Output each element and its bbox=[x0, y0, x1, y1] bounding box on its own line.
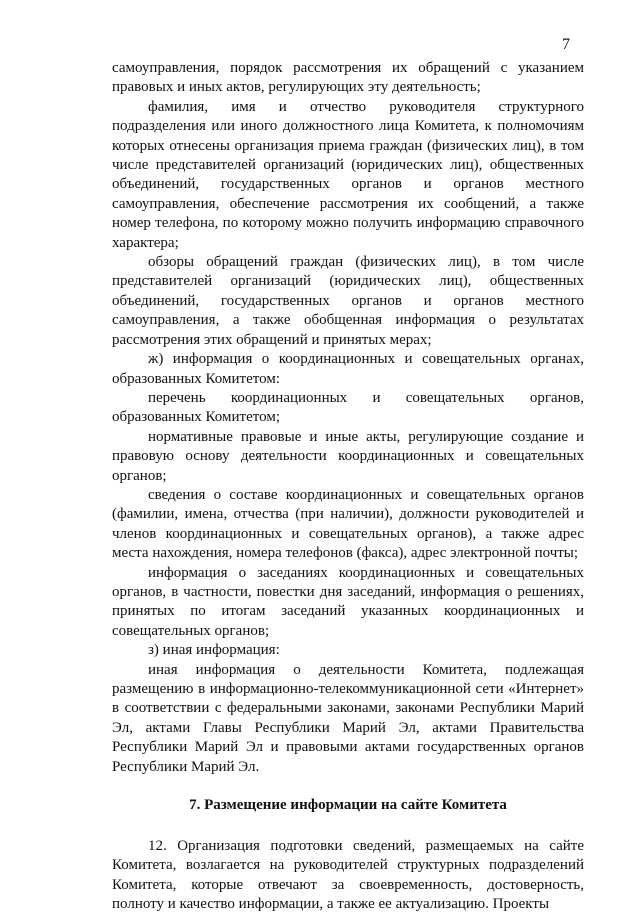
document-body bbox=[112, 59, 584, 915]
paragraph: з) иная информация: bbox=[148, 642, 280, 659]
paragraph: иная информация о деятельности Комитета, подлежащая размещению в информационно-телекоммуникационной сети «Интернет» в соответствии с федеральными законами, законами Республики Марий Эл, актами Главы Республики Марий Эл, актами Правительства Республики Марий Эл и правовыми актами государственных органов Республики Марий Эл. bbox=[112, 661, 584, 775]
page-number: 7 bbox=[562, 36, 570, 53]
paragraph: обзоры обращений граждан (физических лиц), в том числе представителей организаций (юридических лиц), общественных объединений, государственных органов и органов местного самоуправления, а также обобщенная информация о результатах рассмотрения этих обращений и принятых мерах; bbox=[112, 254, 584, 348]
paragraph: самоуправления, порядок рассмотрения их обращений с указанием правовых и иных актов, регулирующих эту деятельность; bbox=[112, 60, 584, 96]
section-heading: 7. Размещение информации на сайте Комитета bbox=[189, 797, 507, 814]
paragraph: фамилия, имя и отчество руководителя структурного подразделения или иного должностного лица Комитета, к полномочиям которых отнесены организация приема граждан (физических лиц), в том числе представителей организаций (юридических лиц), общественных объединений, государственных органов и органов местного самоуправления, обеспечение рассмотрения их сообщений, а также номер телефона, по которому можно получить информацию справочного характера; bbox=[112, 98, 584, 251]
paragraph: ж) информация о координационных и совещательных органах, образованных Комитетом: bbox=[112, 351, 584, 387]
paragraph: 12. Организация подготовки сведений, размещаемых на сайте Комитета, возлагается на руководителей структурных подразделений Комитета, которые отвечают за своевременность, достоверность, полноту и качество информации, а также ее актуализацию. Проекты bbox=[112, 838, 584, 913]
paragraph: нормативные правовые и иные акты, регулирующие создание и правовую основу деятельности координационных и совещательных органов; bbox=[112, 428, 584, 484]
paragraph: информация о заседаниях координационных и совещательных органов, в частности, повестки дня заседаний, информация о решениях, принятых по итогам заседаний указанных координационных и совещательных органов; bbox=[112, 564, 584, 639]
paragraphs-after bbox=[112, 837, 584, 915]
paragraph: сведения о составе координационных и совещательных органов (фамилии, имена, отчества (при наличии), должности руководителей и членов координационных и совещательных органов), а также адрес места нахождения, номера телефонов (факса), адрес электронной почты; bbox=[112, 486, 584, 562]
paragraphs-before bbox=[112, 59, 584, 777]
paragraph: перечень координационных и совещательных органов, образованных Комитетом; bbox=[112, 389, 584, 426]
